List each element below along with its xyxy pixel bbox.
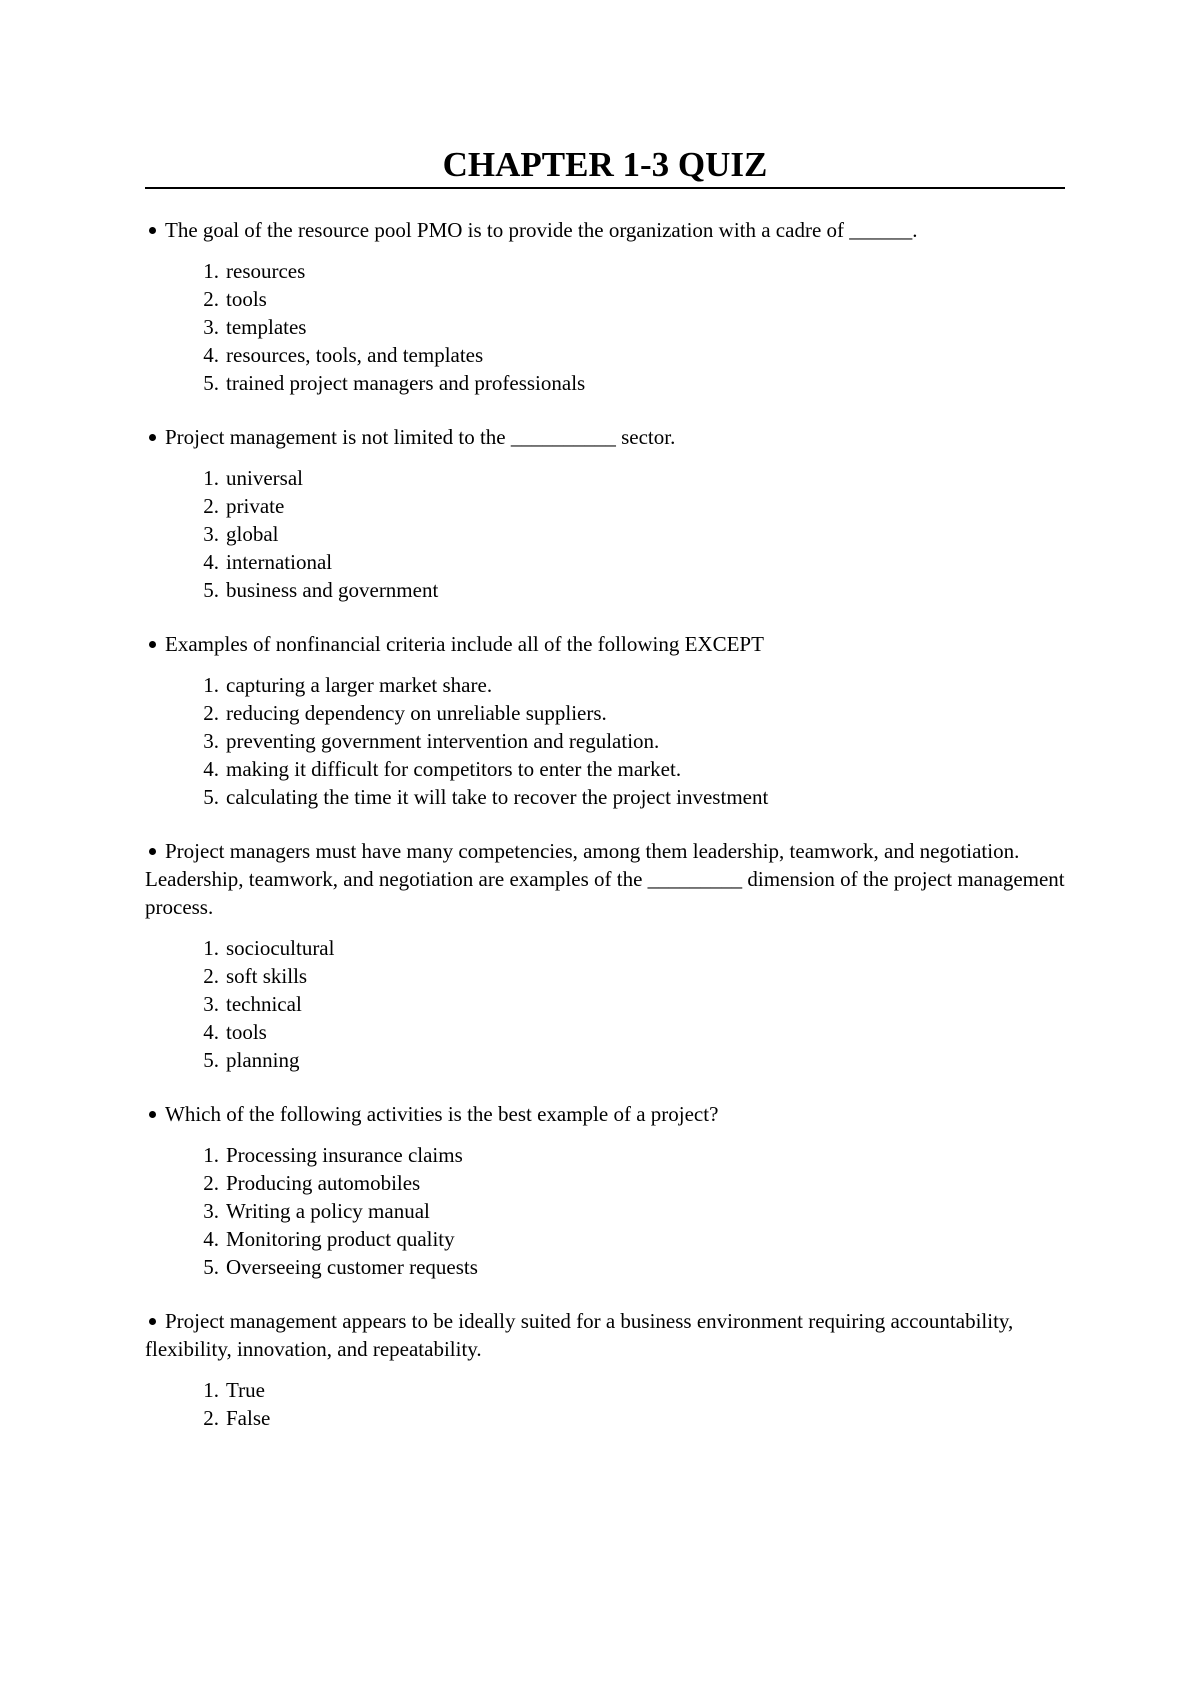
question-text: The goal of the resource pool PMO is to provide the organization with a cadre of ______. xyxy=(165,218,918,242)
option-number: 1. xyxy=(203,1143,219,1167)
answer-option xyxy=(145,257,1065,285)
answer-option xyxy=(145,341,1065,369)
option-text: Overseeing customer requests xyxy=(226,1255,478,1279)
option-text: international xyxy=(226,550,333,574)
answer-option xyxy=(145,755,1065,783)
option-number: 1. xyxy=(203,673,219,697)
option-text: planning xyxy=(226,1048,300,1072)
option-text: trained project managers and professionals xyxy=(226,371,586,395)
option-number: 3. xyxy=(203,1199,219,1223)
option-text: Processing insurance claims xyxy=(226,1143,463,1167)
option-text: Writing a policy manual xyxy=(226,1199,430,1223)
option-number: 3. xyxy=(203,992,219,1016)
answer-options xyxy=(145,464,1065,604)
answer-option xyxy=(145,783,1065,811)
question-text: Project management appears to be ideally suited for a business environment requiring accountability, flexibility, innovation, and repeatability. xyxy=(145,1309,1014,1361)
option-text: sociocultural xyxy=(226,936,335,960)
option-number: 2. xyxy=(203,1406,219,1430)
option-number: 1. xyxy=(203,259,219,283)
answer-options xyxy=(145,257,1065,397)
question-text: Project managers must have many competencies, among them leadership, teamwork, and negotiation. Leadership, teamwork, and negotiation are examples of the _________ dimension of the project management process. xyxy=(145,839,1065,919)
bullet-icon xyxy=(149,227,156,234)
answer-option xyxy=(145,1169,1065,1197)
question-block xyxy=(145,423,1065,604)
question-text-container xyxy=(145,1100,1065,1128)
answer-option xyxy=(145,369,1065,397)
answer-options xyxy=(145,1376,1065,1432)
option-text: technical xyxy=(226,992,302,1016)
option-number: 3. xyxy=(203,729,219,753)
option-number: 5. xyxy=(203,371,219,395)
answer-options xyxy=(145,934,1065,1074)
option-text: resources xyxy=(226,259,306,283)
option-number: 4. xyxy=(203,1227,219,1251)
answer-option xyxy=(145,1046,1065,1074)
question-block xyxy=(145,1100,1065,1281)
answer-option xyxy=(145,548,1065,576)
option-text: universal xyxy=(226,466,303,490)
option-text: preventing government intervention and regulation. xyxy=(226,729,660,753)
answer-option xyxy=(145,313,1065,341)
question-text: Examples of nonfinancial criteria include all of the following EXCEPT xyxy=(165,632,764,656)
option-text: private xyxy=(226,494,285,518)
question-block xyxy=(145,216,1065,397)
option-number: 3. xyxy=(203,522,219,546)
option-text: reducing dependency on unreliable suppliers. xyxy=(226,701,607,725)
question-text-container xyxy=(145,837,1065,921)
question-text: Project management is not limited to the __________ sector. xyxy=(165,425,676,449)
answer-option xyxy=(145,962,1065,990)
question-text-container xyxy=(145,630,1065,658)
answer-option xyxy=(145,1141,1065,1169)
option-text: templates xyxy=(226,315,307,339)
option-text: True xyxy=(226,1378,265,1402)
bullet-icon xyxy=(149,434,156,441)
answer-option xyxy=(145,285,1065,313)
option-number: 2. xyxy=(203,287,219,311)
answer-options xyxy=(145,671,1065,811)
answer-option xyxy=(145,492,1065,520)
answer-option xyxy=(145,671,1065,699)
option-number: 1. xyxy=(203,1378,219,1402)
option-text: tools xyxy=(226,287,267,311)
option-number: 5. xyxy=(203,1048,219,1072)
option-text: Monitoring product quality xyxy=(226,1227,455,1251)
answer-option xyxy=(145,520,1065,548)
question-text-container xyxy=(145,423,1065,451)
answer-option xyxy=(145,1253,1065,1281)
answer-option xyxy=(145,934,1065,962)
option-text: soft skills xyxy=(226,964,308,988)
answer-option xyxy=(145,727,1065,755)
option-number: 4. xyxy=(203,1020,219,1044)
answer-option xyxy=(145,1404,1065,1432)
option-number: 5. xyxy=(203,578,219,602)
answer-option xyxy=(145,1376,1065,1404)
option-text: calculating the time it will take to recover the project investment xyxy=(226,785,769,809)
question-block xyxy=(145,1307,1065,1432)
option-number: 2. xyxy=(203,964,219,988)
option-number: 1. xyxy=(203,466,219,490)
option-text: False xyxy=(226,1406,271,1430)
option-number: 3. xyxy=(203,315,219,339)
answer-option xyxy=(145,699,1065,727)
answer-option xyxy=(145,464,1065,492)
option-text: resources, tools, and templates xyxy=(226,343,484,367)
answer-option xyxy=(145,990,1065,1018)
option-number: 2. xyxy=(203,494,219,518)
question-block xyxy=(145,630,1065,811)
option-number: 1. xyxy=(203,936,219,960)
question-text: Which of the following activities is the best example of a project? xyxy=(165,1102,719,1126)
answer-options xyxy=(145,1141,1065,1281)
option-text: Producing automobiles xyxy=(226,1171,421,1195)
page-title: CHAPTER 1-3 QUIZ xyxy=(145,145,1065,189)
question-text-container xyxy=(145,1307,1065,1363)
question-list xyxy=(145,216,1065,1432)
option-number: 5. xyxy=(203,1255,219,1279)
option-text: business and government xyxy=(226,578,439,602)
bullet-icon xyxy=(149,848,156,855)
answer-option xyxy=(145,1018,1065,1046)
option-text: tools xyxy=(226,1020,267,1044)
quiz-page xyxy=(145,145,1065,1432)
question-text-container xyxy=(145,216,1065,244)
option-number: 5. xyxy=(203,785,219,809)
option-text: capturing a larger market share. xyxy=(226,673,493,697)
option-number: 2. xyxy=(203,701,219,725)
bullet-icon xyxy=(149,1318,156,1325)
bullet-icon xyxy=(149,1111,156,1118)
answer-option xyxy=(145,1197,1065,1225)
option-number: 4. xyxy=(203,550,219,574)
option-text: global xyxy=(226,522,279,546)
option-text: making it difficult for competitors to enter the market. xyxy=(226,757,682,781)
answer-option xyxy=(145,576,1065,604)
option-number: 4. xyxy=(203,343,219,367)
option-number: 2. xyxy=(203,1171,219,1195)
bullet-icon xyxy=(149,641,156,648)
question-block xyxy=(145,837,1065,1074)
option-number: 4. xyxy=(203,757,219,781)
answer-option xyxy=(145,1225,1065,1253)
